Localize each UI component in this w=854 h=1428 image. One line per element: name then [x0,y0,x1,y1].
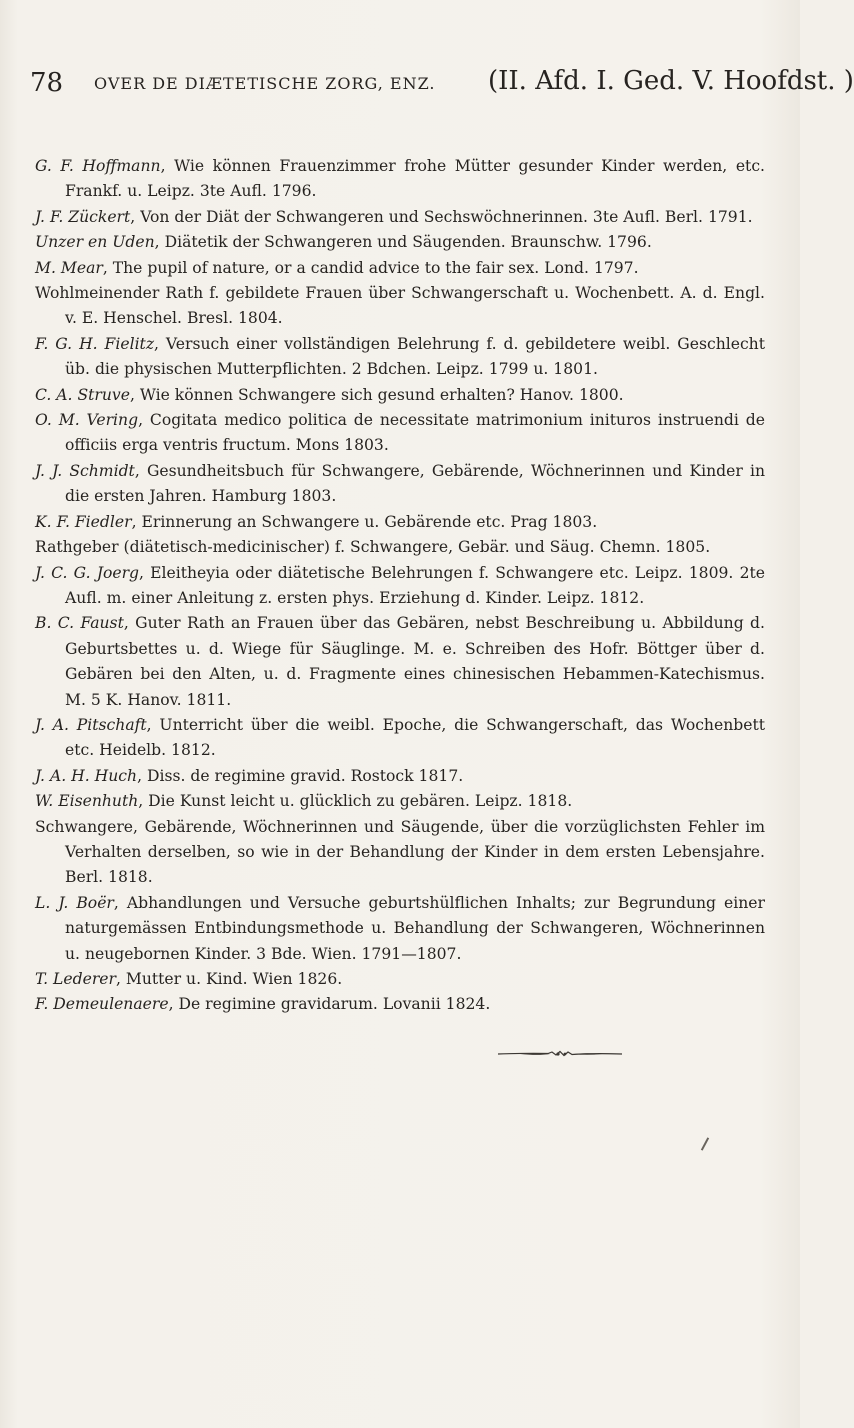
bibliography-entry [35,205,765,230]
entry-text: , Die Kunst leicht u. glücklich zu gebären. Leipz. 1818. [138,792,573,811]
entry-author: J. C. G. Joerg [35,563,140,582]
bibliography-entry [35,510,765,535]
page-mark [701,1137,709,1150]
entry-text: , Mutter u. Kind. Wien 1826. [115,970,343,988]
entry-author: G. F. Hoffmann [35,157,161,175]
bibliography-entry [35,967,765,992]
bibliography-entry [35,815,765,891]
bibliography-entry [35,891,765,967]
entry-author: F. Demeulenaere [35,995,169,1014]
entry-author: K. F. Fiedler [35,512,132,531]
bibliography-entry [35,281,765,332]
entry-author: O. M. Vering [35,411,139,430]
bibliography-entry [35,561,765,612]
entry-text: , Gesundheitsbuch für Schwangere, Gebärende, Wöchnerinnen und Kinder in die ersten Jahren. Hamburg 1803. [65,461,766,506]
entry-author: B. C. Faust [35,614,124,633]
bibliography-entry [35,459,765,510]
entry-text: , Erinnerung an Schwangere u. Gebärende etc. Prag 1803. [131,512,598,531]
entry-author: Unzer en Uden [35,233,155,252]
entry-text: , Guter Rath an Frauen über das Gebären, nebst Beschreibung u. Abbildung d. Geburtsbettes u. d. Wiege für Säuglinge. M. e. Schreiben des Hofr. Böttger über d. Gebären bei den Alten, u. d. Fragmente eines chinesischen Hebammen-Katechismus. M. 5 K. Hanov. 1811. [65,614,765,709]
bibliography-entry [35,408,765,459]
bibliography-entry [35,611,765,713]
bibliography-entry [35,256,765,281]
entry-text: , Eleitheyia oder diätetische Belehrungen f. Schwangere etc. Leipz. 1809. 2te Aufl. m. einer Anleitung z. ersten phys. Erziehung d. Kinder. Leipz. 1812. [65,563,765,607]
entry-author: J. F. Zückert [35,207,131,226]
bibliography-entry [35,332,765,383]
entry-text: Wohlmeinender Rath f. gebildete Frauen über Schwangerschaft u. Wochenbett. A. d. Engl. v. E. Henschel. Bresl. 1804. [35,284,765,328]
section-reference: (II. Afd. I. Ged. V. Hoofdst. ) [488,66,854,96]
entry-author: J. A. H. Huch [35,766,138,785]
entry-author: J. J. Schmidt [35,461,135,480]
bibliography-entry [35,713,765,764]
entry-author: M. Mear [35,258,103,277]
entry-text: , Diss. de regimine gravid. Rostock 1817. [137,766,464,785]
entry-text: , Von der Diät der Schwangeren und Sechswöchnerinnen. 3te Aufl. Berl. 1791. [130,207,753,226]
bibliography-entry [35,789,765,814]
entry-text: , The pupil of nature, or a candid advice to the fair sex. Lond. 1797. [102,258,639,277]
entry-text: , Unterricht über die weibl. Epoche, die Schwangerschaft, das Wochenbett etc. Heidelb. 1812. [65,715,765,760]
entry-author: J. A. Pitschaft [35,715,147,734]
running-head: OVER DE DIÆTETISCHE ZORG, ENZ. [94,74,436,93]
entry-author: L. J. Boër [35,893,114,912]
bibliography-entry [35,383,765,408]
tailpiece-ornament-icon [498,1049,622,1059]
entry-text: , Wie können Schwangere sich gesund erhalten? Hanov. 1800. [129,385,624,404]
entry-author: T. Lederer [35,970,116,988]
entry-author: W. Eisenhuth [35,792,139,811]
page-header [30,66,854,106]
entry-text: , Cogitata medico politica de necessitate matrimonium inituros instruendi de officiis erga ventris fructum. Mons 1803. [65,411,765,455]
entry-text: , Abhandlungen und Versuche geburtshülflichen Inhalts; zur Begrundung einer naturgemässen Entbindungsmethode u. Behandlung der Schwangeren, Wöchnerinnen u. neugebornen Kinder. 3 Bde. Wien. 1791—1807. [65,893,765,963]
entry-author: C. A. Struve [35,385,130,404]
entry-text: , Diätetik der Schwangeren und Säugenden. Braunschw. 1796. [154,233,652,252]
bibliography-list [35,154,765,1018]
bibliography-entry [35,992,765,1017]
page-number: 78 [30,68,64,98]
entry-text: , Wie können Frauenzimmer frohe Mütter gesunder Kinder werden, etc. Frankf. u. Leipz. 3te Aufl. 1796. [65,157,766,201]
entry-author: F. G. H. Fielitz [35,334,155,353]
bibliography-entry [35,230,765,255]
entry-text: Rathgeber (diätetisch-medicinischer) f. Schwangere, Gebär. und Säug. Chemn. 1805. [35,538,711,557]
bibliography-entry [35,535,765,560]
entry-text: , De regimine gravidarum. Lovanii 1824. [168,995,491,1014]
bibliography-entry [35,154,765,205]
entry-text: , Versuch einer vollständigen Belehrung f. d. gebildetere weibl. Geschlecht üb. die physischen Mutterpflichten. 2 Bdchen. Leipz. 1799 u. 1801. [65,334,765,379]
entry-text: Schwangere, Gebärende, Wöchnerinnen und Säugende, über die vorzüglichsten Fehler im Verhalten derselben, so wie in der Behandlung der Kinder in dem ersten Lebensjahre. Berl. 1818. [35,817,765,887]
bibliography-entry [35,764,765,789]
